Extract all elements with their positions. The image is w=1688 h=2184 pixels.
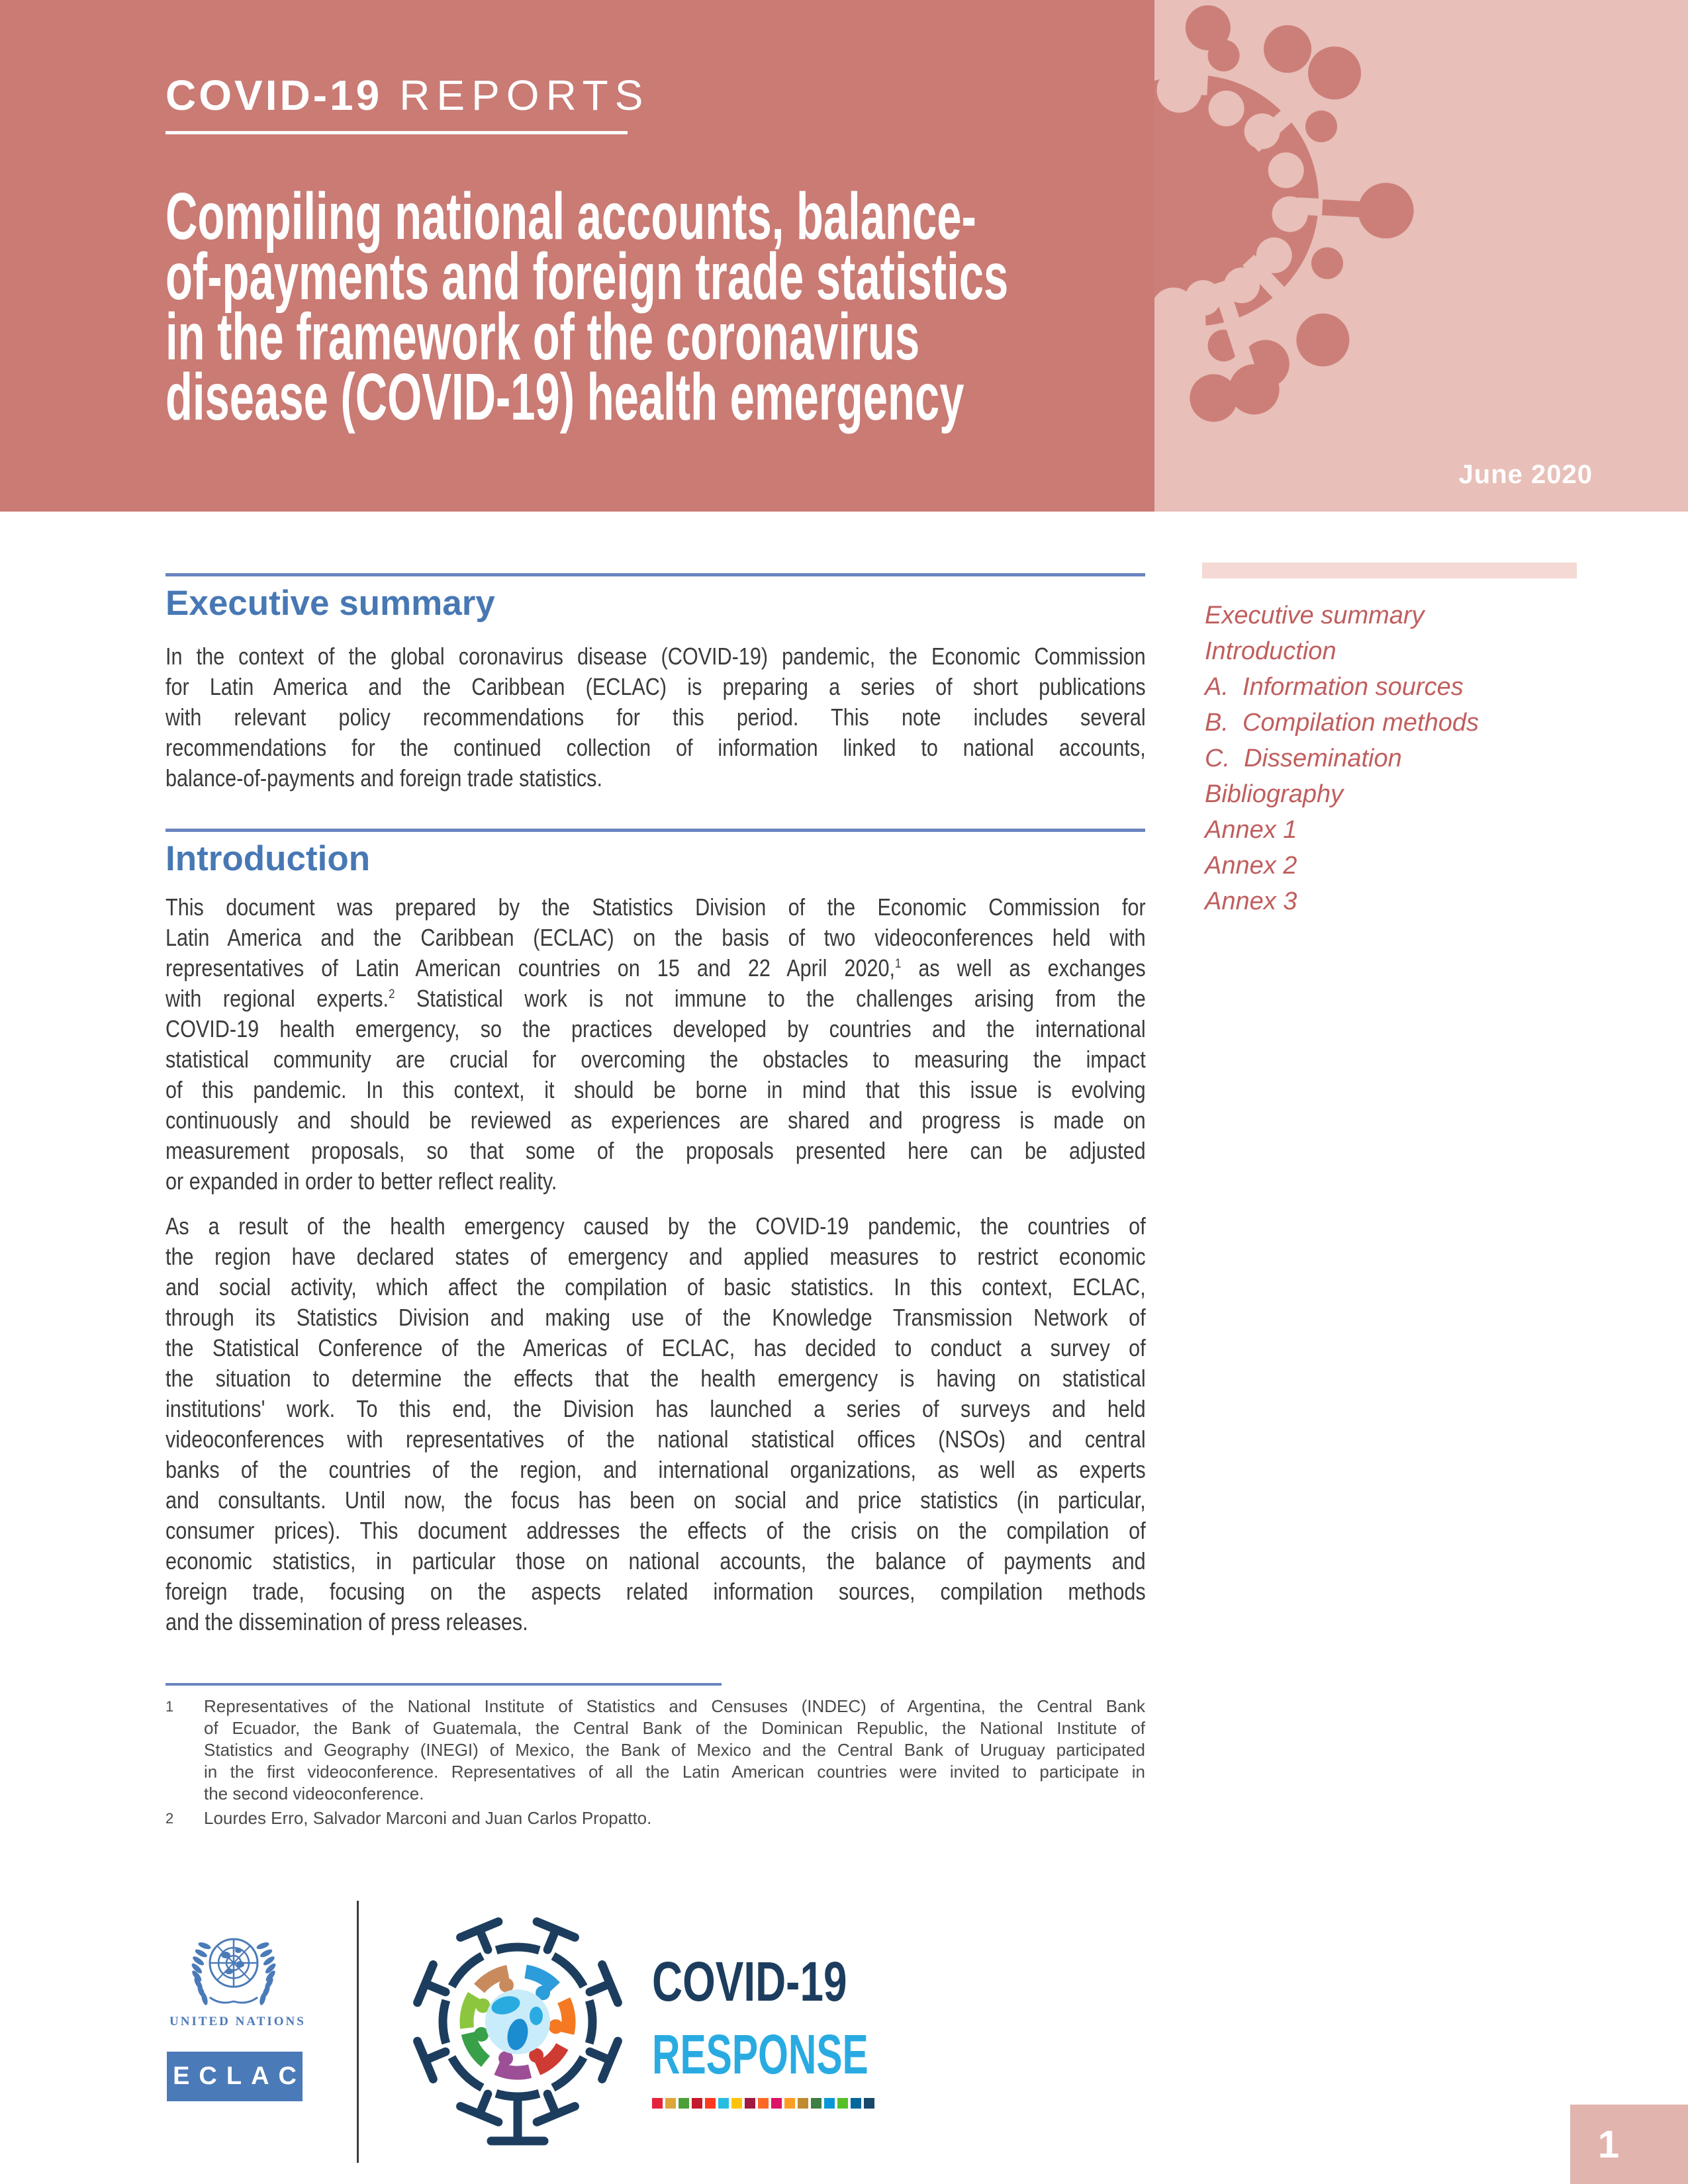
executive-summary-paragraph [165,641,1146,794]
introduction-heading: Introduction [165,839,371,878]
text-line: banks of the countries of the region, and international organizations, as well as experts [165,1456,1146,1483]
sdg-square [837,2098,848,2109]
executive-summary-heading: Executive summary [165,584,495,623]
covid-response-wordmark-line2: RESPONSE [652,2023,868,2085]
text-line: Lourdes Erro, Salvador Marconi and Juan Carlos Propatto. [204,1808,652,1828]
text-line: measurement proposals, so that some of the proposals presented here can be adjusted [165,1137,1146,1164]
footnote-rule [165,1683,722,1686]
footnote-2-marker: 2 [165,1810,174,1827]
text-line: and the dissemination of press releases. [165,1608,528,1635]
eclac-logo [167,2052,306,2101]
text-line: disease (COVID-19) health emergency [165,360,964,434]
text-line: This document was prepared by the Statistics Division of the Economic Commission for [165,893,1146,921]
text-line: statistical community are crucial for overcoming the obstacles to measuring the impact [165,1046,1146,1073]
text-line: the Statistical Conference of the Americas of ECLAC, has decided to conduct a survey of [165,1334,1146,1361]
text-line: in the first videoconference. Representatives of all the Latin American countries were invited to participate in [204,1762,1145,1782]
report-title [165,179,1423,434]
text-line: with relevant policy recommendations for this period. This note includes several [165,704,1146,731]
text-line: and consultants. Until now, the focus has been on social and price statistics (in particular, [165,1486,1146,1514]
text-line: Compiling national accounts, balance- [165,179,976,253]
sdg-color-strip [652,2098,874,2109]
text-line: Statistics and Geography (INEGI) of Mexico, the Bank of Mexico and the Central Bank of Uruguay participated [204,1740,1145,1760]
text-line: with regional experts.$^2$ Statistical work is not immune to the challenges arising from the [165,985,1146,1012]
text-line: the region have declared states of emergency and applied measures to restrict economic [165,1243,1146,1270]
text-line: or expanded in order to better reflect reality. [165,1167,557,1195]
toc-item[interactable]: B. Compilation methods [1205,709,1479,737]
sdg-square [731,2098,742,2109]
text-line: COVID-19 health emergency, so the practices developed by countries and the international [165,1015,1146,1042]
page-number: 1 [1597,2122,1620,2166]
kicker-underline [165,131,628,134]
sdg-square [864,2098,874,2109]
text-line: economic statistics, in particular those on national accounts, the balance of payments and [165,1547,1146,1574]
series-kicker-bold: COVID-19 [165,71,383,119]
toc-item[interactable]: C. Dissemination [1205,745,1402,772]
un-emblem-icon [187,1930,280,2011]
footer-divider [357,1901,359,2163]
series-kicker [165,71,650,119]
toc-item[interactable]: Annex 1 [1205,816,1297,844]
toc-item[interactable]: Introduction [1205,637,1336,665]
sdg-square [718,2098,729,2109]
covid-response-wordmark-line1: COVID-19 [652,1950,847,2013]
text-line: foreign trade, focusing on the aspects related information sources, compilation methods [165,1578,1146,1605]
toc-accent-bar [1202,563,1577,578]
text-line: in the framework of the coronavirus [165,300,920,374]
sdg-square [679,2098,689,2109]
toc-item[interactable]: Executive summary [1205,602,1425,629]
text-line: consumer prices). This document addresses the effects of the crisis on the compilation of [165,1517,1146,1544]
footnote-1-marker: 1 [165,1698,174,1715]
sdg-square [758,2098,769,2109]
text-line: the situation to determine the effects that the health emergency is having on statistical [165,1365,1146,1392]
toc-item[interactable]: Annex 3 [1205,887,1297,915]
toc-item[interactable]: Annex 2 [1205,852,1297,880]
section-rule-executive [165,573,1145,576]
sdg-square [692,2098,702,2109]
text-line: Latin America and the Caribbean (ECLAC) on the basis of two videoconferences held with [165,924,1146,951]
introduction-paragraph-2 [165,1211,1146,1637]
text-line: through its Statistics Division and making use of the Knowledge Transmission Network of [165,1304,1146,1331]
toc-item[interactable]: A. Information sources [1205,673,1464,701]
text-line: and social activity, which affect the compilation of basic statistics. In this context, ECLAC, [165,1273,1146,1300]
un-caption: UNITED NATIONS [169,2015,306,2028]
eclac-logo-text: ECLAC [173,2062,306,2090]
footnote-1-text [204,1696,1145,1805]
text-line: recommendations for the continued collection of information linked to national accounts, [165,734,1146,761]
sdg-square [798,2098,808,2109]
introduction-paragraph-1 [165,892,1146,1197]
covid-response-virus-icon [405,1911,630,2150]
sdg-square [771,2098,782,2109]
header-band [0,0,1688,512]
text-line: for Latin America and the Caribbean (ECLAC) is preparing a series of short publications [165,673,1146,700]
footnote-2-text [204,1807,1145,1829]
text-line: of-payments and foreign trade statistics [165,240,1009,314]
text-line: of Ecuador, the Bank of Guatemala, the Central Bank of the Dominican Republic, the National Institute of [204,1718,1145,1738]
table-of-contents [1205,598,1479,919]
text-line: In the context of the global coronavirus disease (COVID-19) pandemic, the Economic Commission [165,643,1146,670]
text-line: balance-of-payments and foreign trade statistics. [165,764,602,792]
text-line: of this pandemic. In this context, it should be borne in mind that this issue is evolving [165,1076,1146,1103]
text-line: representatives of Latin American countries on 15 and 22 April 2020,$^1$ as well as exchanges [165,954,1146,981]
sdg-square [665,2098,676,2109]
section-rule-introduction [165,829,1145,832]
text-line: videoconferences with representatives of the national statistical offices (NSOs) and central [165,1426,1146,1453]
sdg-square [652,2098,663,2109]
sdg-square [705,2098,716,2109]
sdg-square [824,2098,835,2109]
sdg-square [851,2098,861,2109]
page-number-badge [1570,2105,1688,2184]
sdg-square [784,2098,795,2109]
publication-date: June 2020 [1458,460,1593,489]
sdg-square [811,2098,821,2109]
series-kicker-light: REPORTS [399,71,650,119]
text-line: As a result of the health emergency caused by the COVID-19 pandemic, the countries of [165,1212,1146,1240]
sdg-square [745,2098,755,2109]
text-line: the second videoconference. [204,1784,424,1803]
text-line: Representatives of the National Institute of Statistics and Censuses (INDEC) of Argentina, the Central Bank [204,1696,1145,1716]
text-line: institutions' work. To this end, the Division has launched a series of surveys and held [165,1395,1146,1422]
text-line: continuously and should be reviewed as experiences are shared and progress is made on [165,1107,1146,1134]
toc-item[interactable]: Bibliography [1205,780,1344,808]
